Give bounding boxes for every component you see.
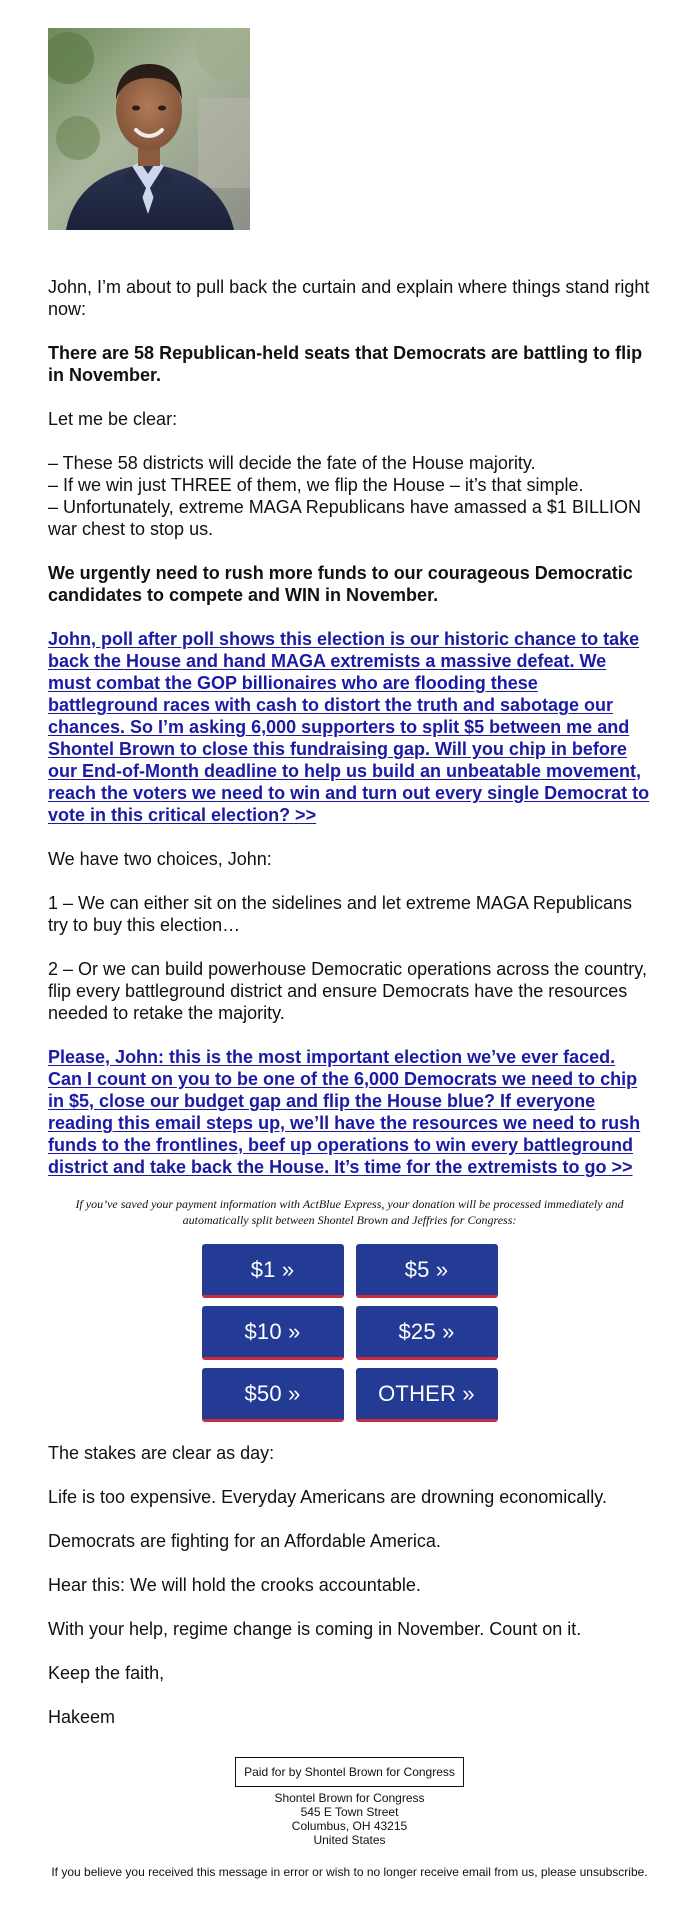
bullet-list	[48, 452, 651, 540]
affordable-line: Democrats are fighting for an Affordable America.	[48, 1531, 441, 1551]
seats-statement: There are 58 Republican-held seats that Democrats are battling to flip in November.	[48, 343, 643, 385]
bullet-item: – Unfortunately, extreme MAGA Republicans have amassed a $1 BILLION war chest to stop us.	[48, 497, 641, 539]
intro-paragraph: John, I’m about to pull back the curtain and explain where things stand right now:	[48, 277, 650, 319]
signature: Hakeem	[48, 1707, 116, 1727]
email-footer	[48, 1757, 651, 1879]
rush-funds-statement: We urgently need to rush more funds to our courageous Democratic candidates to compete and WIN in November.	[48, 563, 633, 605]
choices-intro: We have two choices, John:	[48, 849, 272, 869]
donate-25-button[interactable]: $25 »	[356, 1306, 498, 1360]
donate-link-primary[interactable]: John, poll after poll shows this election is our historic chance to take back the House and hand MAGA extremists a massive defeat. We must combat the GOP billionaires who are flooding these battleground races with cash to distort the truth and sabotage our chances. So I’m asking 6,000 supporters to split $5 between me and Shontel Brown to close this fundraising gap. Will you chip in before our End-of-Month deadline to help us build an unbeatable movement, reach the voters we need to win and turn out every single Democrat to vote in this critical election? >>	[48, 629, 650, 825]
regime-line: With your help, regime change is coming in November. Count on it.	[48, 1619, 582, 1639]
footer-country: United States	[313, 1833, 386, 1847]
bullet-item: – These 58 districts will decide the fate of the House majority.	[48, 453, 536, 473]
paid-for-disclaimer: Paid for by Shontel Brown for Congress	[235, 1757, 464, 1787]
donate-50-button[interactable]: $50 »	[202, 1368, 344, 1422]
footer-city: Columbus, OH 43215	[291, 1819, 408, 1833]
donate-button-grid	[202, 1244, 498, 1422]
crooks-line: Hear this: We will hold the crooks accountable.	[48, 1575, 421, 1595]
candidate-photo	[48, 28, 250, 230]
bullet-item: – If we win just THREE of them, we flip the House – it’s that simple.	[48, 475, 584, 495]
footer-street: 545 E Town Street	[300, 1805, 399, 1819]
expensive-line: Life is too expensive. Everyday Americans are drowning economically.	[48, 1487, 607, 1507]
donate-other-button[interactable]: OTHER »	[356, 1368, 498, 1422]
email-body	[48, 28, 651, 1728]
donate-1-button[interactable]: $1 »	[202, 1244, 344, 1298]
donate-link-secondary[interactable]: Please, John: this is the most important election we’ve ever faced. Can I count on you to be one of the 6,000 Democrats we need to chip in $5, close our budget gap and flip the House blue? If everyone reading this email steps up, we’ll have the resources we need to rush funds to the frontlines, beef up operations to win every battleground district and take back the House. It’s time for the extremists to go >>	[48, 1047, 641, 1177]
clear-line: Let me be clear:	[48, 409, 178, 429]
choice-two: 2 – Or we can build powerhouse Democratic operations across the country, flip every battleground district and ensure Democrats have the resources needed to retake the majority.	[48, 959, 647, 1023]
choice-one: 1 – We can either sit on the sidelines and let extreme MAGA Republicans try to buy this election…	[48, 893, 632, 935]
closing-line: Keep the faith,	[48, 1663, 165, 1683]
unsubscribe-text[interactable]: If you believe you received this message in error or wish to no longer receive email from us, please unsubscribe.	[51, 1865, 648, 1879]
donate-5-button[interactable]: $5 »	[356, 1244, 498, 1298]
actblue-note: If you’ve saved your payment information with ActBlue Express, your donation will be processed immediately and automatically split between Shontel Brown and Jeffries for Congress:	[75, 1197, 624, 1227]
donate-10-button[interactable]: $10 »	[202, 1306, 344, 1360]
footer-org: Shontel Brown for Congress	[274, 1791, 425, 1805]
stakes-line: The stakes are clear as day:	[48, 1443, 275, 1463]
